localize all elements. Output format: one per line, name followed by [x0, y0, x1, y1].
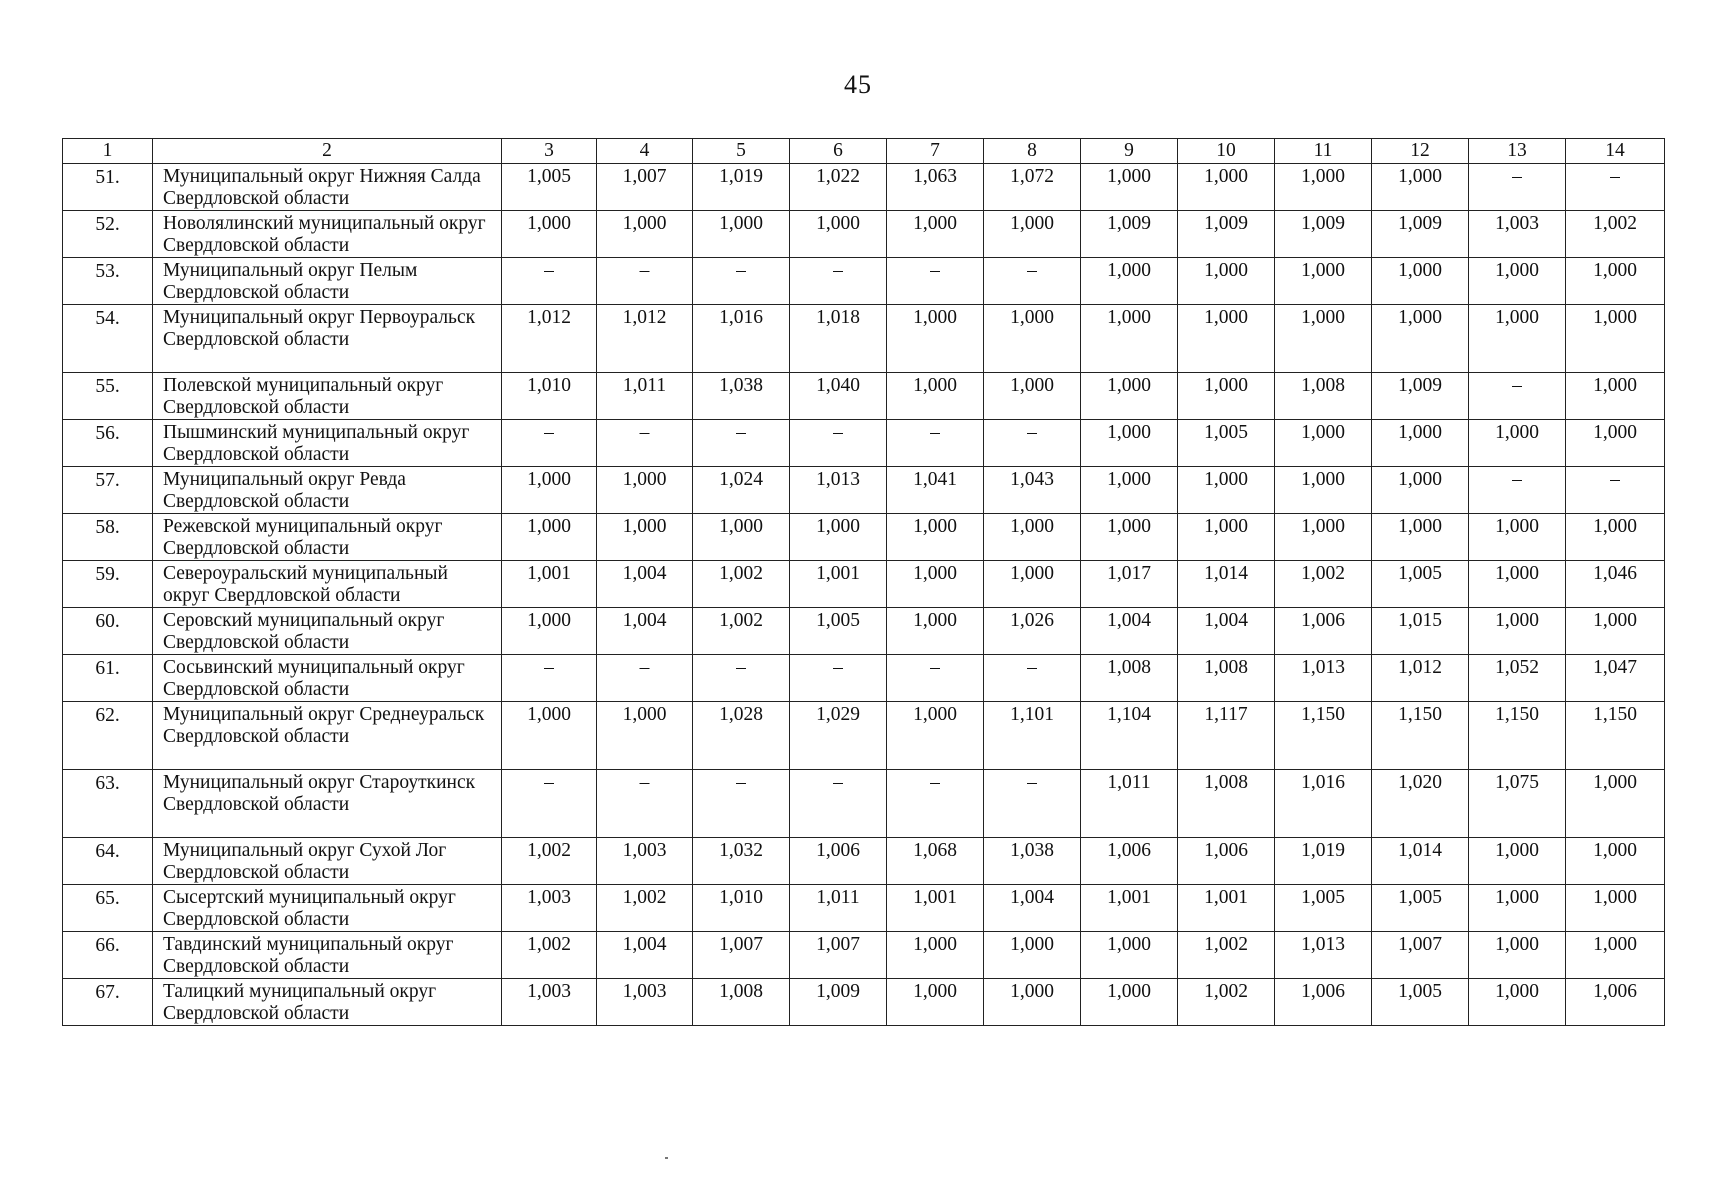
coefficient-cell: 1,068 [887, 838, 984, 885]
municipality-name: Сосьвинский муниципальный округ Свердловской области [153, 655, 502, 702]
municipality-name: Режевской муниципальный округ Свердловской области [153, 514, 502, 561]
coefficient-cell: 1,001 [887, 885, 984, 932]
coefficient-cell: – [887, 770, 984, 838]
coefficient-cell: 1,000 [984, 373, 1081, 420]
coefficient-cell: 1,000 [887, 305, 984, 373]
coefficient-cell: 1,006 [790, 838, 887, 885]
coefficient-cell: – [790, 655, 887, 702]
coefficient-cell: 1,011 [1081, 770, 1178, 838]
coefficient-cell: 1,000 [1081, 932, 1178, 979]
row-number: 57. [63, 467, 153, 514]
coefficient-cell: 1,007 [597, 164, 693, 211]
coefficient-cell: 1,009 [1372, 373, 1469, 420]
coefficient-cell: 1,000 [1469, 305, 1566, 373]
coefficient-cell: 1,000 [1469, 608, 1566, 655]
row-number: 54. [63, 305, 153, 373]
coefficient-cell: 1,000 [1566, 514, 1665, 561]
coefficient-cell: 1,009 [1275, 211, 1372, 258]
coefficient-cell: 1,000 [1275, 467, 1372, 514]
coefficient-cell: 1,000 [1566, 932, 1665, 979]
coefficient-cell: 1,000 [1178, 258, 1275, 305]
coefficient-cell: – [502, 770, 597, 838]
coefficient-cell: 1,000 [984, 514, 1081, 561]
coefficient-cell: 1,000 [1372, 514, 1469, 561]
coefficient-cell: 1,000 [597, 467, 693, 514]
coefficient-cell: 1,003 [1469, 211, 1566, 258]
coefficient-cell: 1,028 [693, 702, 790, 770]
municipality-name: Муниципальный округ Пелым Свердловской области [153, 258, 502, 305]
row-number: 61. [63, 655, 153, 702]
coefficient-cell: 1,052 [1469, 655, 1566, 702]
header-cell: 6 [790, 139, 887, 164]
coefficient-cell: – [502, 258, 597, 305]
coefficient-cell: 1,000 [502, 467, 597, 514]
table-row [63, 258, 1665, 305]
coefficient-cell: 1,011 [597, 373, 693, 420]
table-row [63, 514, 1665, 561]
header-cell: 10 [1178, 139, 1275, 164]
coefficient-cell: – [597, 655, 693, 702]
coefficient-cell: 1,000 [1566, 608, 1665, 655]
row-number: 59. [63, 561, 153, 608]
municipality-name: Талицкий муниципальный округ Свердловской области [153, 979, 502, 1026]
coefficient-cell: 1,003 [597, 838, 693, 885]
coefficient-cell: 1,004 [1081, 608, 1178, 655]
coefficient-cell: – [1469, 373, 1566, 420]
coefficient-cell: 1,026 [984, 608, 1081, 655]
coefficient-cell: 1,000 [1566, 420, 1665, 467]
coefficient-cell: 1,006 [1566, 979, 1665, 1026]
row-number: 53. [63, 258, 153, 305]
row-number: 65. [63, 885, 153, 932]
coefficient-cell: 1,001 [1081, 885, 1178, 932]
coefficient-cell: 1,041 [887, 467, 984, 514]
coefficient-cell: 1,000 [1178, 373, 1275, 420]
coefficient-cell: 1,000 [1081, 420, 1178, 467]
coefficient-cell: 1,005 [790, 608, 887, 655]
municipality-name: Муниципальный округ Староуткинск Свердловской области [153, 770, 502, 838]
coefficient-cell: 1,013 [1275, 932, 1372, 979]
coefficient-cell: 1,117 [1178, 702, 1275, 770]
row-number: 52. [63, 211, 153, 258]
table-row [63, 979, 1665, 1026]
coefficient-cell: 1,000 [1566, 305, 1665, 373]
municipality-name: Муниципальный округ Среднеуральск Свердловской области [153, 702, 502, 770]
coefficient-cell: 1,000 [1275, 305, 1372, 373]
header-cell: 3 [502, 139, 597, 164]
coefficient-cell: 1,016 [1275, 770, 1372, 838]
coefficient-cell: 1,002 [1178, 932, 1275, 979]
coefficient-cell: 1,007 [693, 932, 790, 979]
coefficient-cell: 1,000 [1566, 770, 1665, 838]
coefficient-cell: 1,000 [1372, 258, 1469, 305]
municipality-name: Пышминский муниципальный округ Свердловской области [153, 420, 502, 467]
municipality-name: Муниципальный округ Ревда Свердловской области [153, 467, 502, 514]
coefficient-cell: 1,046 [1566, 561, 1665, 608]
coefficient-cell: 1,000 [1081, 514, 1178, 561]
coefficient-cell: 1,008 [1081, 655, 1178, 702]
coefficient-cell: 1,000 [1372, 420, 1469, 467]
coefficient-cell: 1,008 [1178, 770, 1275, 838]
coefficient-cell: 1,150 [1469, 702, 1566, 770]
table-row [63, 655, 1665, 702]
coefficient-cell: 1,004 [597, 932, 693, 979]
coefficient-cell: 1,000 [1566, 838, 1665, 885]
coefficient-cell: 1,000 [1469, 932, 1566, 979]
coefficient-cell: 1,000 [887, 979, 984, 1026]
coefficient-cell: 1,013 [1275, 655, 1372, 702]
table-row [63, 885, 1665, 932]
coefficient-cell: 1,000 [1469, 979, 1566, 1026]
coefficient-cell: 1,038 [693, 373, 790, 420]
coefficient-cell: 1,005 [1178, 420, 1275, 467]
municipality-name: Сысертский муниципальный округ Свердловской области [153, 885, 502, 932]
coefficient-cell: 1,001 [790, 561, 887, 608]
coefficient-cell: 1,000 [1372, 164, 1469, 211]
row-number: 56. [63, 420, 153, 467]
coefficient-cell: 1,013 [790, 467, 887, 514]
row-number: 67. [63, 979, 153, 1026]
coefficient-cell: 1,000 [502, 514, 597, 561]
header-cell: 9 [1081, 139, 1178, 164]
coefficient-cell: 1,004 [984, 885, 1081, 932]
coefficient-cell: 1,000 [790, 211, 887, 258]
header-cell: 11 [1275, 139, 1372, 164]
header-cell: 12 [1372, 139, 1469, 164]
row-number: 51. [63, 164, 153, 211]
coefficient-cell: 1,006 [1275, 979, 1372, 1026]
coefficient-cell: 1,000 [1469, 838, 1566, 885]
coefficient-cell: 1,075 [1469, 770, 1566, 838]
coefficient-cell: – [1566, 164, 1665, 211]
municipality-name: Муниципальный округ Нижняя Салда Свердловской области [153, 164, 502, 211]
coefficient-cell: 1,024 [693, 467, 790, 514]
coefficient-cell: 1,032 [693, 838, 790, 885]
table-row [63, 770, 1665, 838]
coefficient-cell: 1,000 [887, 373, 984, 420]
coefficient-cell: – [693, 420, 790, 467]
coefficient-cell: 1,000 [1081, 373, 1178, 420]
coefficient-cell: 1,009 [790, 979, 887, 1026]
coefficient-cell: 1,000 [597, 702, 693, 770]
coefficient-cell: – [1469, 164, 1566, 211]
table-row [63, 373, 1665, 420]
table-row [63, 211, 1665, 258]
coefficient-cell: 1,000 [502, 702, 597, 770]
coefficient-cell: 1,006 [1081, 838, 1178, 885]
coefficient-cell: 1,101 [984, 702, 1081, 770]
page-number: 45 [844, 70, 872, 99]
table-row [63, 932, 1665, 979]
coefficient-cell: – [984, 770, 1081, 838]
coefficient-cell: 1,009 [1372, 211, 1469, 258]
coefficient-cell: 1,015 [1372, 608, 1469, 655]
coefficient-cell: 1,000 [984, 211, 1081, 258]
municipality-name: Серовский муниципальный округ Свердловской области [153, 608, 502, 655]
coefficient-cell: 1,007 [1372, 932, 1469, 979]
coefficient-cell: 1,002 [597, 885, 693, 932]
header-cell: 7 [887, 139, 984, 164]
coefficient-cell: 1,000 [1275, 514, 1372, 561]
coefficient-cell: 1,020 [1372, 770, 1469, 838]
header-cell: 2 [153, 139, 502, 164]
coefficient-cell: 1,000 [1275, 258, 1372, 305]
coefficient-cell: 1,000 [887, 211, 984, 258]
header-cell: 8 [984, 139, 1081, 164]
table-row [63, 702, 1665, 770]
coefficient-cell: 1,000 [984, 561, 1081, 608]
coefficient-cell: 1,018 [790, 305, 887, 373]
coefficient-cell: 1,047 [1566, 655, 1665, 702]
coefficient-cell: – [790, 258, 887, 305]
coefficient-cell: 1,000 [887, 702, 984, 770]
coefficient-cell: 1,000 [502, 608, 597, 655]
coefficient-cell: – [887, 258, 984, 305]
coefficient-cell: – [597, 770, 693, 838]
coefficient-cell: 1,000 [597, 514, 693, 561]
header-cell: 4 [597, 139, 693, 164]
coefficient-cell: 1,002 [1566, 211, 1665, 258]
coefficient-cell: 1,000 [984, 932, 1081, 979]
coefficient-cell: 1,002 [1178, 979, 1275, 1026]
coefficient-cell: 1,012 [1372, 655, 1469, 702]
coefficient-cell: 1,000 [1469, 514, 1566, 561]
coefficient-cell: 1,002 [1275, 561, 1372, 608]
coefficient-cell: 1,150 [1566, 702, 1665, 770]
municipality-name: Тавдинский муниципальный округ Свердловской области [153, 932, 502, 979]
coefficient-cell: – [984, 420, 1081, 467]
coefficient-cell: 1,004 [597, 608, 693, 655]
coefficient-cell: 1,014 [1178, 561, 1275, 608]
coefficient-cell: 1,019 [1275, 838, 1372, 885]
coefficient-cell: – [502, 655, 597, 702]
coefficient-cell: 1,003 [502, 885, 597, 932]
coefficient-cell: 1,000 [1566, 373, 1665, 420]
municipality-name: Муниципальный округ Сухой Лог Свердловской области [153, 838, 502, 885]
coefficient-cell: 1,016 [693, 305, 790, 373]
coefficient-cell: 1,002 [502, 932, 597, 979]
coefficient-cell: 1,000 [1469, 885, 1566, 932]
coefficient-cell: 1,005 [1372, 885, 1469, 932]
coefficient-cell: – [790, 420, 887, 467]
table-row [63, 164, 1665, 211]
coefficient-cell: – [502, 420, 597, 467]
coefficient-cell: 1,000 [693, 514, 790, 561]
coefficient-cell: 1,000 [1178, 305, 1275, 373]
coefficient-cell: 1,012 [502, 305, 597, 373]
coefficient-cell: 1,000 [1469, 420, 1566, 467]
row-number: 62. [63, 702, 153, 770]
coefficient-cell: 1,004 [1178, 608, 1275, 655]
coefficient-cell: 1,000 [1566, 885, 1665, 932]
coefficient-cell: 1,000 [1566, 258, 1665, 305]
coefficient-cell: 1,002 [502, 838, 597, 885]
coefficient-cell: 1,017 [1081, 561, 1178, 608]
row-number: 55. [63, 373, 153, 420]
coefficient-cell: 1,003 [502, 979, 597, 1026]
coefficient-cell: 1,000 [1372, 467, 1469, 514]
municipality-name: Муниципальный округ Первоуральск Свердловской области [153, 305, 502, 373]
coefficient-cell: 1,000 [502, 211, 597, 258]
coefficient-cell: 1,000 [1469, 561, 1566, 608]
coefficient-cell: 1,000 [597, 211, 693, 258]
coefficient-cell: 1,043 [984, 467, 1081, 514]
header-cell: 5 [693, 139, 790, 164]
coefficient-cell: – [693, 770, 790, 838]
coefficient-cell: 1,001 [502, 561, 597, 608]
coefficient-cell: 1,012 [597, 305, 693, 373]
table-row [63, 420, 1665, 467]
table-body [63, 164, 1665, 1026]
table-row [63, 608, 1665, 655]
coefficient-cell: 1,000 [1372, 305, 1469, 373]
coefficient-cell: 1,000 [887, 932, 984, 979]
coefficient-cell: – [984, 258, 1081, 305]
coefficient-cell: 1,002 [693, 561, 790, 608]
coefficient-cell: 1,005 [1275, 885, 1372, 932]
coefficient-cell: 1,006 [1275, 608, 1372, 655]
coefficient-cell: 1,150 [1275, 702, 1372, 770]
scan-speck [665, 1157, 668, 1159]
coefficient-cell: 1,008 [693, 979, 790, 1026]
coefficient-cell: 1,000 [887, 514, 984, 561]
row-number: 63. [63, 770, 153, 838]
coefficient-cell: – [887, 655, 984, 702]
coefficient-cell: 1,005 [1372, 561, 1469, 608]
coefficient-cell: 1,005 [1372, 979, 1469, 1026]
table-header [63, 139, 1665, 164]
coefficient-cell: 1,009 [1178, 211, 1275, 258]
coefficient-cell: 1,014 [1372, 838, 1469, 885]
coefficient-cell: 1,000 [887, 561, 984, 608]
coefficient-cell: 1,000 [1275, 164, 1372, 211]
coefficient-cell: 1,000 [1081, 467, 1178, 514]
coefficient-cell: 1,000 [1178, 514, 1275, 561]
coefficient-cell: 1,006 [1178, 838, 1275, 885]
coefficient-cell: – [1469, 467, 1566, 514]
coefficient-cell: 1,022 [790, 164, 887, 211]
coefficient-cell: – [1566, 467, 1665, 514]
coefficient-cell: 1,150 [1372, 702, 1469, 770]
table-row [63, 561, 1665, 608]
header-cell: 14 [1566, 139, 1665, 164]
coefficient-cell: 1,000 [984, 305, 1081, 373]
coefficients-table [62, 138, 1665, 1026]
coefficient-cell: 1,011 [790, 885, 887, 932]
row-number: 66. [63, 932, 153, 979]
table-row [63, 838, 1665, 885]
header-row [63, 139, 1665, 164]
coefficient-cell: 1,007 [790, 932, 887, 979]
municipality-name: Новолялинский муниципальный округ Свердловской области [153, 211, 502, 258]
municipality-name: Полевской муниципальный округ Свердловской области [153, 373, 502, 420]
coefficient-cell: 1,000 [1178, 164, 1275, 211]
table-row [63, 467, 1665, 514]
row-number: 64. [63, 838, 153, 885]
coefficient-cell: 1,004 [597, 561, 693, 608]
header-cell: 13 [1469, 139, 1566, 164]
row-number: 60. [63, 608, 153, 655]
coefficient-cell: 1,003 [597, 979, 693, 1026]
coefficient-cell: 1,000 [887, 608, 984, 655]
coefficient-cell: 1,008 [1275, 373, 1372, 420]
coefficient-cell: 1,000 [1081, 164, 1178, 211]
coefficient-cell: – [597, 258, 693, 305]
coefficient-cell: 1,010 [502, 373, 597, 420]
municipality-name: Североуральский муниципальный округ Свердловской области [153, 561, 502, 608]
coefficient-cell: 1,010 [693, 885, 790, 932]
coefficient-cell: 1,072 [984, 164, 1081, 211]
coefficient-cell: – [984, 655, 1081, 702]
coefficient-cell: 1,000 [693, 211, 790, 258]
coefficient-cell: 1,002 [693, 608, 790, 655]
coefficient-cell: 1,000 [790, 514, 887, 561]
coefficient-cell: 1,029 [790, 702, 887, 770]
coefficient-cell: 1,008 [1178, 655, 1275, 702]
coefficient-cell: – [693, 655, 790, 702]
coefficient-cell: – [597, 420, 693, 467]
coefficient-cell: 1,019 [693, 164, 790, 211]
coefficient-cell: 1,000 [1469, 258, 1566, 305]
coefficient-cell: 1,000 [984, 979, 1081, 1026]
coefficient-cell: – [693, 258, 790, 305]
coefficient-cell: – [887, 420, 984, 467]
coefficient-cell: 1,009 [1081, 211, 1178, 258]
coefficient-cell: 1,000 [1081, 258, 1178, 305]
coefficient-cell: 1,000 [1178, 467, 1275, 514]
coefficient-cell: 1,063 [887, 164, 984, 211]
coefficient-cell: 1,040 [790, 373, 887, 420]
coefficient-cell: 1,000 [1275, 420, 1372, 467]
coefficient-cell: 1,038 [984, 838, 1081, 885]
coefficient-cell: 1,001 [1178, 885, 1275, 932]
coefficient-cell: – [790, 770, 887, 838]
coefficient-cell: 1,000 [1081, 979, 1178, 1026]
table-row [63, 305, 1665, 373]
row-number: 58. [63, 514, 153, 561]
coefficient-cell: 1,104 [1081, 702, 1178, 770]
coefficient-cell: 1,005 [502, 164, 597, 211]
header-cell: 1 [63, 139, 153, 164]
coefficient-cell: 1,000 [1081, 305, 1178, 373]
